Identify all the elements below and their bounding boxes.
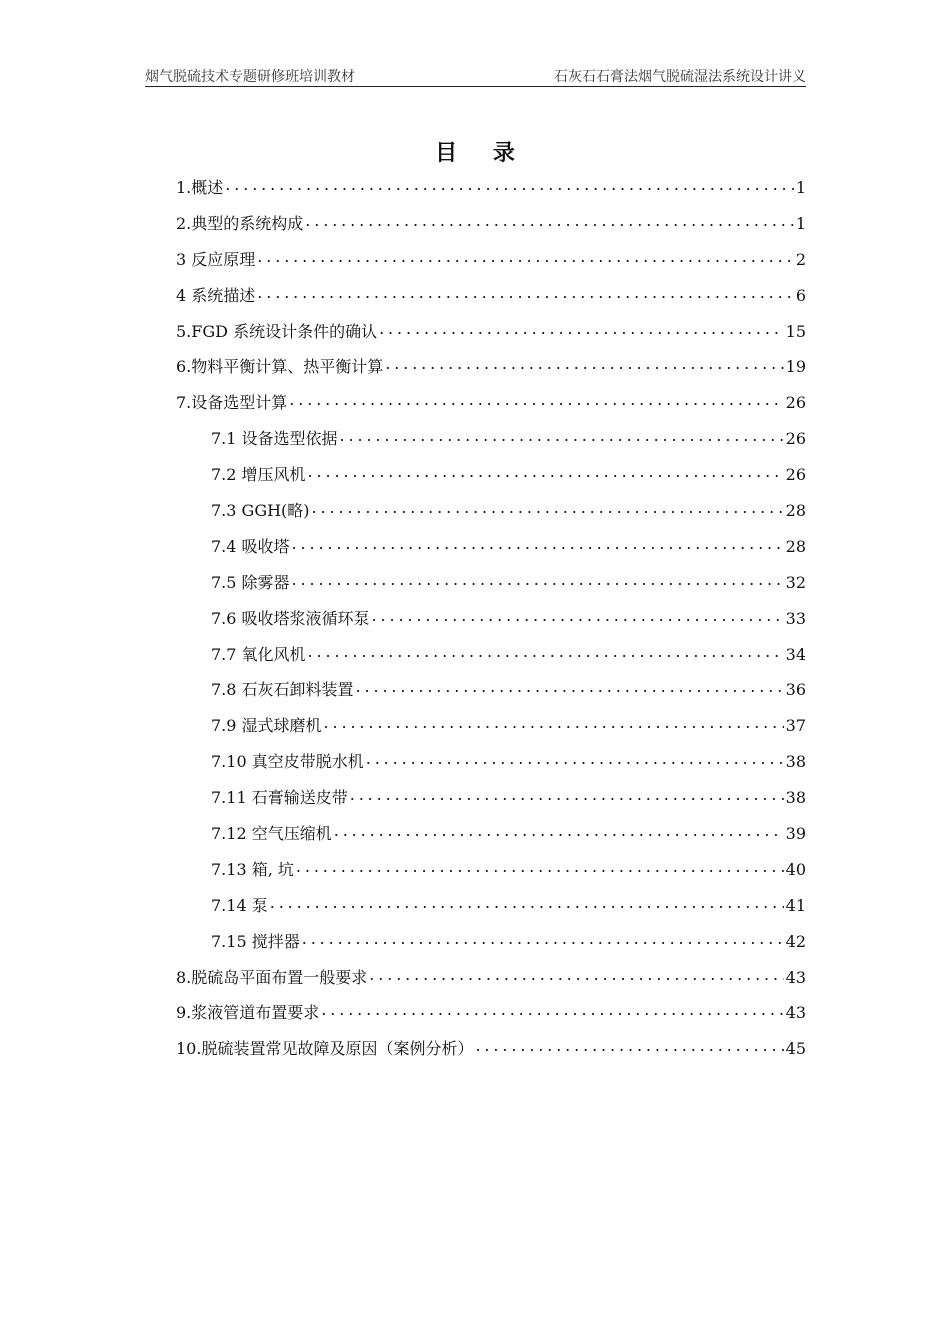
toc-leader-dots <box>369 965 783 983</box>
toc-leader-dots <box>289 390 783 408</box>
toc-entry-label: 3 反应原理 <box>176 249 256 269</box>
toc-leader-dots <box>305 211 794 229</box>
toc-entry[interactable] <box>176 606 806 642</box>
toc-entry-label: 7.13 箱, 坑 <box>211 859 294 879</box>
toc-entry-page-number: 6 <box>795 285 806 305</box>
toc-entry-label: 10.脱硫装置常见故障及原因（案例分析） <box>176 1039 474 1059</box>
toc-entry[interactable] <box>176 821 806 857</box>
toc-entry[interactable] <box>176 498 806 534</box>
toc-leader-dots <box>296 857 784 875</box>
toc-entry-label: 7.2 增压风机 <box>211 465 306 485</box>
toc-entry-page-number: 42 <box>785 931 806 951</box>
toc-leader-dots <box>340 426 784 444</box>
toc-leader-dots <box>270 893 784 911</box>
toc-entry-page-number: 2 <box>795 249 806 269</box>
toc-entry[interactable] <box>176 785 806 821</box>
toc-entry[interactable] <box>176 426 806 462</box>
toc-entry-label: 7.10 真空皮带脱水机 <box>211 752 364 772</box>
toc-leader-dots <box>312 498 784 516</box>
toc-entry-page-number: 37 <box>785 716 806 736</box>
toc-entry[interactable] <box>176 570 806 606</box>
toc-entry-page-number: 39 <box>785 824 806 844</box>
toc-entry-page-number: 26 <box>785 393 806 413</box>
toc-entry-label: 8.脱硫岛平面布置一般要求 <box>176 967 368 987</box>
toc-entry-label: 4 系统描述 <box>176 285 256 305</box>
toc-leader-dots <box>302 929 784 947</box>
toc-leader-dots <box>225 175 794 193</box>
toc-entry-label: 7.5 除雾器 <box>211 572 290 592</box>
toc-entry-label: 7.12 空气压缩机 <box>211 824 332 844</box>
toc-leader-dots <box>321 1000 783 1018</box>
toc-entry-page-number: 38 <box>785 788 806 808</box>
toc-leader-dots <box>379 319 784 337</box>
toc-entry-page-number: 1 <box>795 178 806 197</box>
toc-entry[interactable] <box>176 857 806 893</box>
toc-leader-dots <box>372 606 784 624</box>
toc-leader-dots <box>385 354 783 372</box>
toc-entry-page-number: 40 <box>785 859 806 879</box>
toc-entry-page-number: 38 <box>785 752 806 772</box>
toc-entry[interactable] <box>176 929 806 965</box>
toc-entry-page-number: 41 <box>785 895 806 915</box>
toc-entry[interactable] <box>176 247 806 283</box>
header-left-text: 烟气脱硫技术专题研修班培训教材 <box>145 69 355 85</box>
toc-entry-page-number: 33 <box>785 608 806 628</box>
toc-leader-dots <box>308 642 784 660</box>
toc-entry-page-number: 19 <box>785 357 806 377</box>
toc-leader-dots <box>292 534 784 552</box>
toc-entry[interactable] <box>176 534 806 570</box>
toc-entry-label: 6.物料平衡计算、热平衡计算 <box>176 357 384 377</box>
toc-entry[interactable] <box>176 893 806 929</box>
toc-leader-dots <box>324 713 784 731</box>
toc-leader-dots <box>292 570 784 588</box>
toc-leader-dots <box>308 462 784 480</box>
toc-entry[interactable] <box>176 1000 806 1036</box>
toc-entry-label: 9.浆液管道布置要求 <box>176 1003 320 1023</box>
toc-leader-dots <box>257 283 794 301</box>
toc-entry-label: 7.3 GGH(略) <box>211 501 310 521</box>
toc-entry[interactable] <box>176 749 806 785</box>
toc-entry[interactable] <box>176 175 806 211</box>
toc-entry-label: 7.11 石膏输送皮带 <box>211 788 348 808</box>
toc-entry-page-number: 28 <box>785 536 806 556</box>
toc-entry[interactable] <box>176 462 806 498</box>
toc-entry-label: 7.7 氧化风机 <box>211 644 306 664</box>
toc-entry[interactable] <box>176 390 806 426</box>
toc-entry-page-number: 15 <box>785 321 806 341</box>
toc-entry-label: 7.9 湿式球磨机 <box>211 716 322 736</box>
toc-entry-page-number: 36 <box>785 680 806 700</box>
toc-entry[interactable] <box>176 677 806 713</box>
toc-leader-dots <box>366 749 784 767</box>
toc-leader-dots <box>257 247 794 265</box>
toc-leader-dots <box>356 677 784 695</box>
toc-entry-label: 2.典型的系统构成 <box>176 213 304 233</box>
toc-entry-label: 7.6 吸收塔浆液循环泵 <box>211 608 370 628</box>
toc-entry-page-number: 45 <box>785 1039 806 1059</box>
toc-entry-page-number: 43 <box>785 1003 806 1023</box>
toc-entry-page-number: 26 <box>785 465 806 485</box>
toc-entry-label: 5.FGD 系统设计条件的确认 <box>176 321 378 341</box>
toc-entry[interactable] <box>176 642 806 678</box>
toc-entry-page-number: 28 <box>785 501 806 521</box>
toc-entry-label: 7.14 泵 <box>211 895 268 915</box>
table-of-contents <box>176 175 806 1072</box>
toc-leader-dots <box>350 785 784 803</box>
toc-entry-label: 1.概述 <box>176 178 224 197</box>
toc-entry-page-number: 26 <box>785 429 806 449</box>
toc-leader-dots <box>334 821 784 839</box>
toc-entry-label: 7.4 吸收塔 <box>211 536 290 556</box>
toc-entry-page-number: 43 <box>785 967 806 987</box>
toc-entry[interactable] <box>176 283 806 319</box>
toc-entry-label: 7.15 搅拌器 <box>211 931 300 951</box>
toc-title: 目 录 <box>435 140 529 166</box>
toc-entry[interactable] <box>176 713 806 749</box>
toc-entry-label: 7.8 石灰石卸料装置 <box>211 680 354 700</box>
toc-entry-page-number: 1 <box>795 213 806 233</box>
header-right-text: 石灰石石膏法烟气脱硫湿法系统设计讲义 <box>554 69 806 85</box>
toc-entry[interactable] <box>176 1036 806 1072</box>
page-header <box>145 66 806 87</box>
toc-entry[interactable] <box>176 211 806 247</box>
toc-entry-page-number: 32 <box>785 572 806 592</box>
toc-entry-label: 7.设备选型计算 <box>176 393 288 413</box>
toc-entry[interactable] <box>176 319 806 355</box>
toc-entry-page-number: 34 <box>785 644 806 664</box>
toc-leader-dots <box>475 1036 783 1054</box>
toc-entry[interactable] <box>176 354 806 390</box>
toc-entry[interactable] <box>176 965 806 1001</box>
toc-entry-label: 7.1 设备选型依据 <box>211 429 338 449</box>
